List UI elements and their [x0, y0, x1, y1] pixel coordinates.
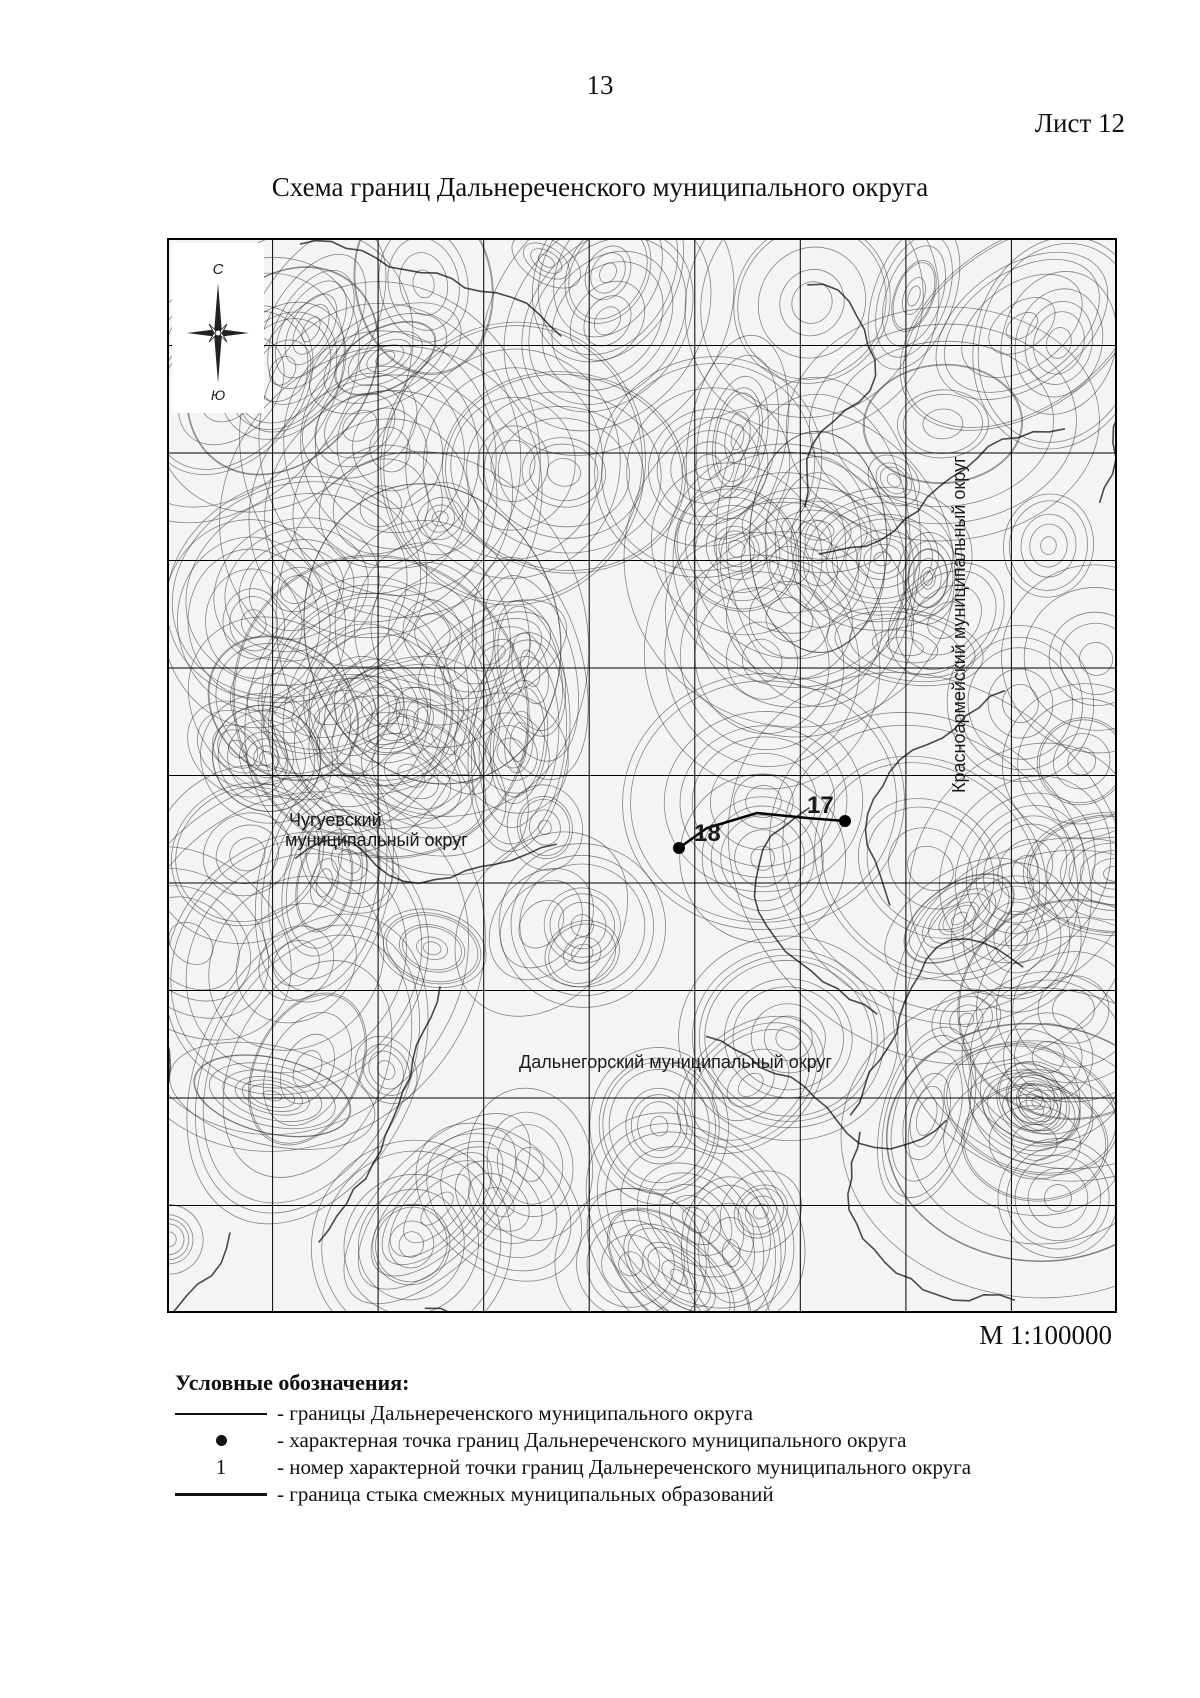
topographic-map: [167, 238, 1117, 1313]
boundary-line-icon: [175, 1413, 267, 1415]
point-dot-icon: [216, 1435, 227, 1446]
boundary-point-17: [839, 815, 851, 827]
legend-item-boundary: [175, 1400, 1135, 1427]
map-scale: М 1:100000: [979, 1320, 1112, 1350]
boundary-point-17-number: 17: [807, 792, 834, 819]
legend-item-point-number: [175, 1454, 1135, 1481]
legend-item-text: - граница стыка смежных муниципальных образований: [277, 1482, 774, 1506]
legend: [175, 1370, 1135, 1508]
region-label-krasnoarmeysky: Красноармейский муниципальный округ: [949, 456, 969, 793]
legend-title: Условные обозначения:: [175, 1370, 410, 1395]
legend-item-junction: [175, 1481, 1135, 1508]
junction-line-icon: [175, 1493, 267, 1496]
legend-item-text: - характерная точка границ Дальнереченского муниципального округа: [277, 1428, 907, 1452]
boundary-point-18: [673, 842, 685, 854]
compass-south-label: Ю: [210, 387, 226, 403]
region-label-chuguevsky-line1: Чугуевский: [289, 810, 382, 830]
page-title: Схема границ Дальнереченского муниципального округа: [271, 172, 929, 202]
boundary-point-18-number: 18: [694, 820, 721, 847]
region-label-dalnegorsky: Дальнегорский муниципальный округ: [519, 1052, 832, 1072]
compass-north-label: С: [212, 261, 224, 278]
page-number: 13: [586, 70, 614, 100]
legend-item-text: - границы Дальнереченского муниципального округа: [277, 1401, 753, 1425]
sheet-label: Лист 12: [1034, 108, 1125, 138]
legend-item-point: [175, 1427, 1135, 1454]
point-number-symbol: 1: [215, 1455, 227, 1479]
compass-rose: [172, 243, 264, 413]
legend-item-text: - номер характерной точки границ Дальнереченского муниципального округа: [277, 1455, 972, 1479]
region-label-chuguevsky-line2: муниципальный округ: [285, 830, 468, 850]
